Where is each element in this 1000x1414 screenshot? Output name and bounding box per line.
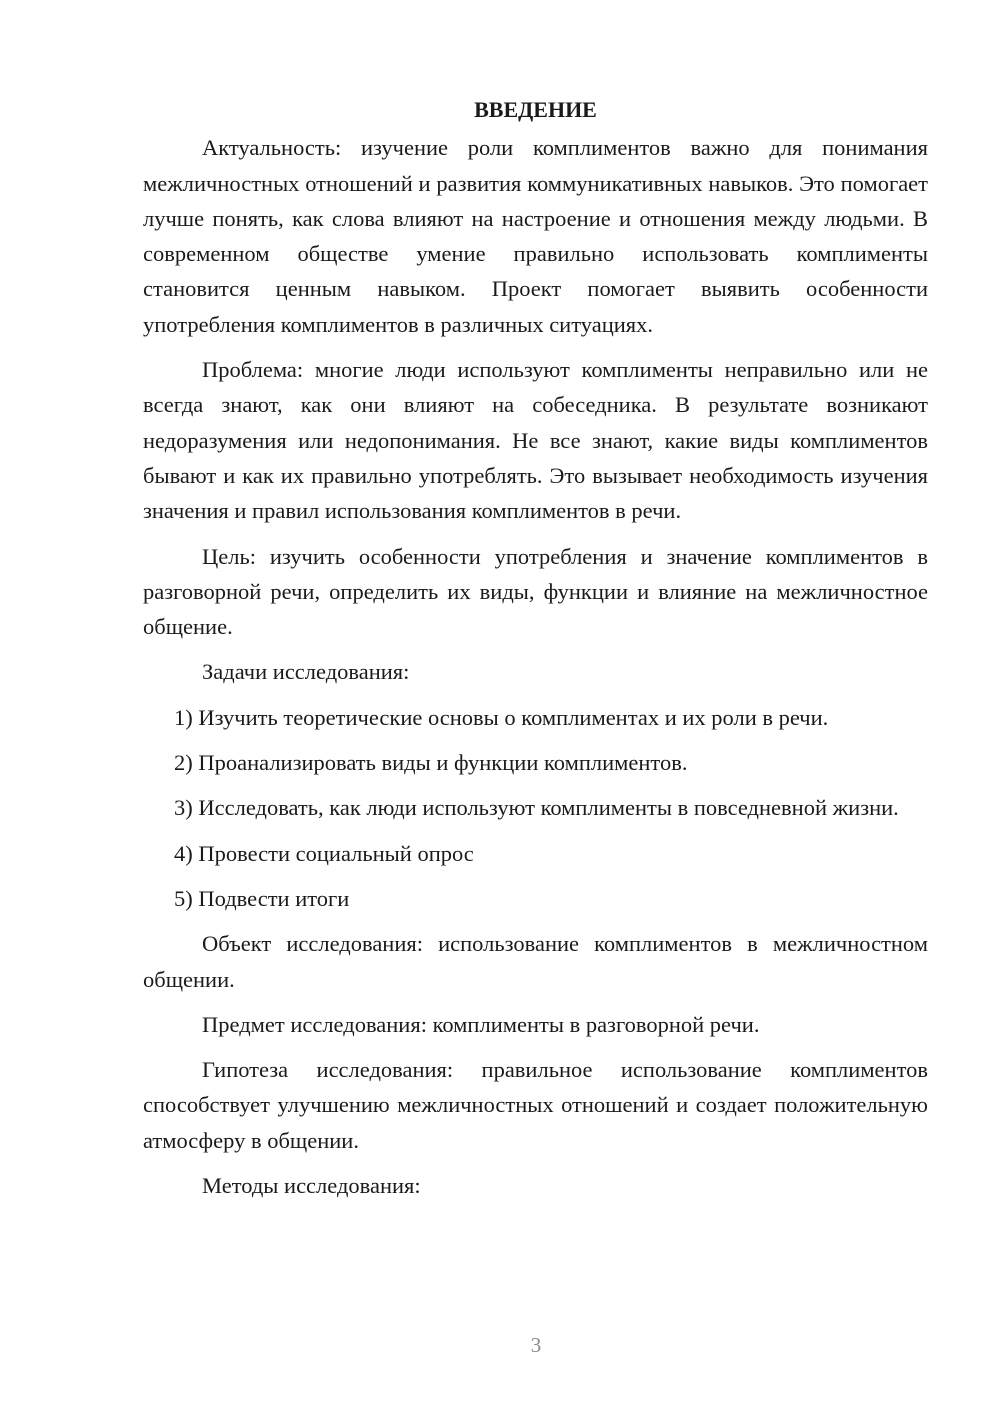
- relevance-paragraph: Актуальность: изучение роли комплиментов важно для понимания межличностных отношений и развития коммуникативных навыков. Это помогает лучше понять, как слова влияют на настроение и отношения между людьми. В современном обществе умение правильно использовать комплименты становится ценным навыком. Проект помогает выявить особенности употребления комплиментов в различных ситуациях.: [143, 135, 928, 337]
- page-number: 3: [530, 1333, 542, 1357]
- problem-paragraph: Проблема: многие люди используют комплименты неправильно или не всегда знают, как они влияют на собеседника. В результате возникают недоразумения или недопонимания. Не все знают, какие виды комплиментов бывают и как их правильно употреблять. Это вызывает необходимость изучения значения и правил использования комплиментов в речи.: [143, 357, 928, 524]
- section-heading: ВВЕДЕНИЕ: [474, 97, 597, 122]
- task-item-1: 1) Изучить теоретические основы о комплиментах и их роли в речи.: [174, 704, 829, 730]
- task-item-3: 3) Исследовать, как люди используют комплименты в повседневной жизни.: [174, 795, 899, 821]
- task-item-4: 4) Провести социальный опрос: [174, 840, 474, 866]
- task-item-2: 2) Проанализировать виды и функции комплиментов.: [174, 750, 688, 776]
- goal-paragraph: Цель: изучить особенности употребления и значение комплиментов в разговорной речи, определить их виды, функции и влияние на межличностное общение.: [143, 543, 928, 640]
- task-item-5: 5) Подвести итоги: [174, 885, 350, 911]
- tasks-title: Задачи исследования:: [202, 659, 410, 685]
- hypothesis-paragraph: Гипотеза исследования: правильное использование комплиментов способствует улучшению межличностных отношений и создает положительную атмосферу в общении.: [143, 1057, 928, 1153]
- object-paragraph: Объект исследования: использование комплиментов в межличностном общении.: [143, 931, 928, 992]
- document-page: [143, 92, 928, 1213]
- subject-paragraph: Предмет исследования: комплименты в разговорной речи.: [202, 1011, 760, 1037]
- methods-title: Методы исследования:: [202, 1173, 421, 1199]
